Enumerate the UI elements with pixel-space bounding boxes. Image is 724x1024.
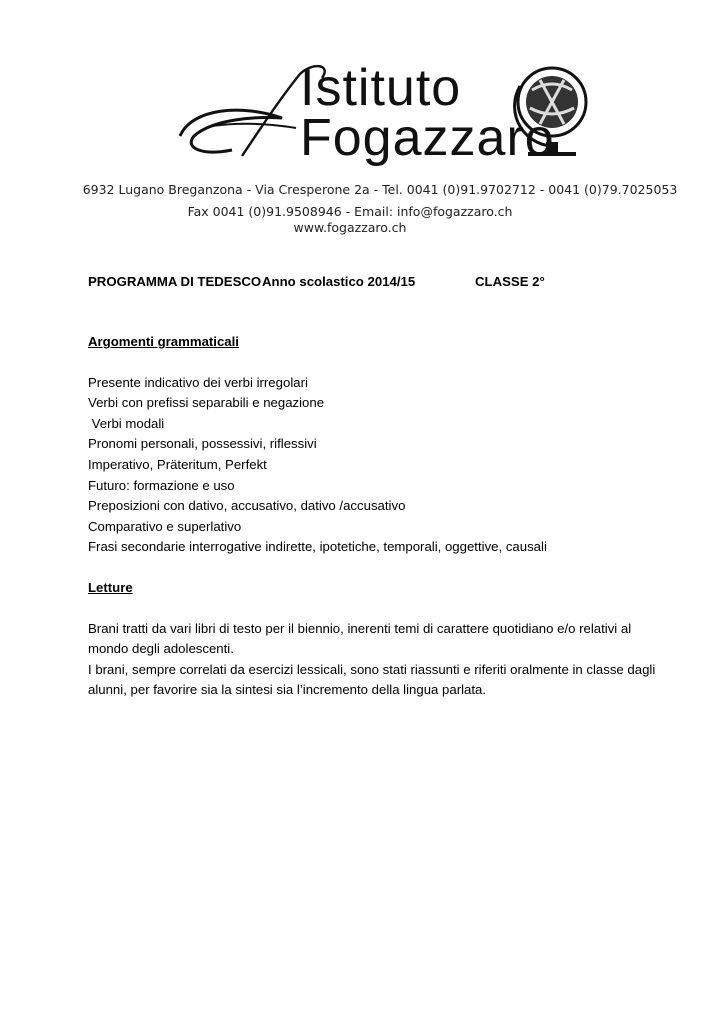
- contact-fax-email: Fax 0041 (0)91.9508946 - Email: info@fogazzaro.ch: [187, 204, 513, 219]
- document-body: [88, 272, 688, 701]
- program-heading: [88, 272, 688, 292]
- list-item: Verbi con prefissi separabili e negazione: [88, 395, 325, 411]
- contact-address: 6932 Lugano Breganzona - Via Cresperone 2a - Tel. 0041 (0)91.9702712 - 0041 (0)79.7025053: [82, 182, 678, 197]
- text-line: alunni, per favorire sia la sintesi sia l’incremento della lingua parlata.: [88, 682, 487, 698]
- grammar-list: [88, 373, 688, 558]
- program-title: PROGRAMMA DI TEDESCO: [88, 274, 262, 289]
- text-line: Brani tratti da vari libri di testo per il biennio, inerenti temi di carattere quotidiano e/o relativi al: [88, 620, 632, 636]
- list-item: Pronomi personali, possessivi, riflessivi: [88, 436, 317, 452]
- contact-website: www.fogazzaro.ch: [293, 220, 407, 235]
- text-line: I brani, sempre correlati da esercizi lessicali, sono stati riassunti e riferiti oralmente in classe dagli: [88, 661, 656, 677]
- list-item: Presente indicativo dei verbi irregolari: [88, 374, 308, 390]
- list-item: Preposizioni con dativo, accusativo, dativo /accusativo: [88, 498, 406, 514]
- logo-word-fogazzaro: Fogazzaro: [300, 109, 555, 167]
- school-logo: [172, 56, 592, 168]
- school-year: Anno scolastico 2014/15: [262, 274, 416, 289]
- list-item: Frasi secondarie interrogative indirette, ipotetiche, temporali, oggettive, causali: [88, 539, 547, 555]
- list-item: Comparativo e superlativo: [88, 518, 242, 534]
- readings-paragraph-2: [88, 660, 688, 701]
- list-item: Verbi modali: [88, 415, 165, 431]
- readings-paragraph-1: [88, 619, 688, 660]
- class-label: CLASSE 2°: [475, 274, 545, 289]
- logo-word-istituto: Istituto: [300, 59, 462, 117]
- list-item: Futuro: formazione e uso: [88, 477, 235, 493]
- grammar-section-title: Argomenti grammaticali: [88, 334, 239, 349]
- text-line: mondo degli adolescenti.: [88, 641, 234, 657]
- list-item: Imperativo, Präteritum, Perfekt: [88, 456, 267, 472]
- readings-section-title: Letture: [88, 579, 133, 595]
